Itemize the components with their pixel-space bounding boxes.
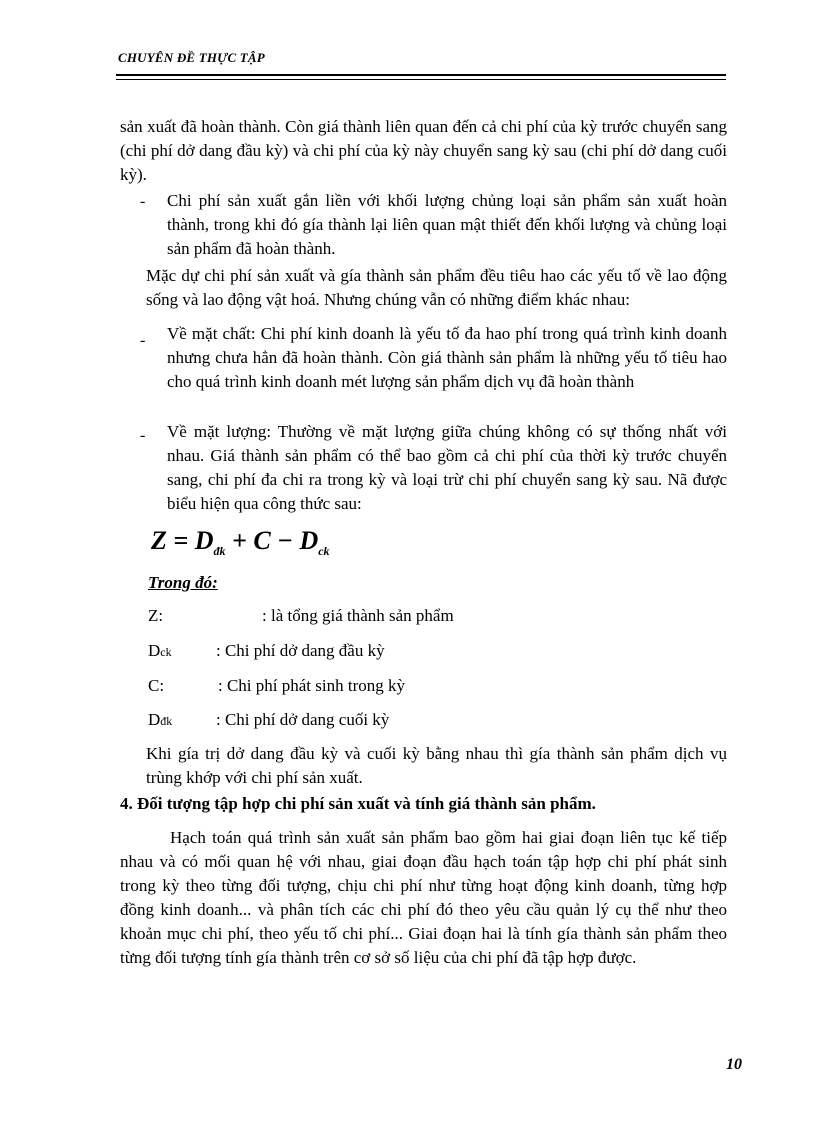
formula-equals: = (166, 526, 195, 555)
bullet-marker: - (140, 427, 146, 444)
header-rule-thin (116, 79, 726, 80)
definition-text: : Chi phí phát sinh trong kỳ (218, 676, 405, 695)
paragraph-equal-values: Khi gía trị dở dang đầu kỳ và cuối kỳ bằng nhau thì gía thành sản phẩm dịch vụ trùng khớp với chi phí sản xuất. (146, 744, 727, 787)
page-header-title: CHUYÊN ĐỀ THỰC TẬP (118, 50, 265, 65)
where-label: Trong đó: (148, 573, 218, 592)
page-number: 10 (726, 1056, 742, 1073)
definition-symbol: Dđk (148, 710, 173, 729)
definition-symbol: Z: (148, 606, 164, 625)
definition-symbol: C: (148, 676, 165, 695)
definition-text: : Chi phí dở dang cuối kỳ (216, 710, 390, 729)
formula-d-opening-sub: đk (213, 544, 226, 558)
formula-minus: − (270, 526, 300, 555)
formula-c: C (253, 526, 271, 555)
formula-plus: + (225, 526, 254, 555)
formula-d-closing: D (299, 526, 319, 555)
bullet-paragraph-quantity: Về mặt lượng: Thường về mặt lượng giữa chúng không có sự thống nhất với nhau. Giá thành sản phẩm có thể bao gồm cả chi phí của thời kỳ trước chuyển sang, chi phí đa chi ra trong kỳ và loại trừ chi phí chuyển sang kỳ sau. Nã được biểu hiện qua công thức sau: (167, 422, 727, 513)
formula-d-closing-sub: ck (318, 544, 330, 558)
bullet-marker: - (140, 193, 146, 210)
section-heading: 4. Đối tượng tập hợp chi phí sản xuất và tính giá thành sản phẩm. (120, 794, 596, 813)
bullet-paragraph-quality: Về mặt chất: Chi phí kinh doanh là yếu tố đa hao phí trong quá trình kinh doanh nhưng chưa hẳn đã hoàn thành. Còn giá thành sản phẩm là những yếu tố tiêu hao cho quá trình kinh doanh mét lượng sản phẩm dịch vụ đã hoàn thành (167, 324, 727, 391)
formula-d-opening: D (194, 526, 214, 555)
definition-text: : là tổng giá thành sản phẩm (262, 606, 454, 625)
cost-formula (151, 526, 330, 559)
definition-symbol: Dck (148, 641, 172, 660)
definition-text: : Chi phí dở dang đầu kỳ (216, 641, 385, 660)
bullet-marker: - (140, 332, 146, 349)
paragraph-differences: Mặc dự chi phí sản xuất và gía thành sản phẩm đều tiêu hao các yếu tố về lao động sống và lao động vật hoá. Nhưng chúng vẫn có những điểm khác nhau: (146, 266, 727, 309)
paragraph-intro: sản xuất đã hoàn thành. Còn giá thành liên quan đến cả chi phí của kỳ trước chuyển sang (chi phí dở dang đầu kỳ) và chi phí của kỳ này chuyển sang kỳ sau (chi phí dở dang cuối kỳ). (120, 117, 727, 184)
formula-z: Z (151, 526, 167, 555)
bullet-paragraph-1: Chi phí sản xuất gắn liền với khối lượng chủng loại sản phẩm sản xuất hoàn thành, trong khi đó gía thành lại liên quan mật thiết đến khối lượng và chủng loại sản phẩm đã hoàn thành. (167, 191, 727, 258)
header-rule-thick (116, 74, 726, 76)
paragraph-accounting-process: Hạch toán quá trình sản xuất sản phẩm bao gồm hai giai đoạn liên tục kế tiếp nhau và có mối quan hệ với nhau, giai đoạn đầu hạch toán tập hợp chi phí phát sinh trong kỳ theo từng đối tượng, chịu chi phí như từng hoạt động kinh doanh, từng hợp đồng kinh doanh... và phân tích các chi phí đó theo yêu cầu quản lý cụ thể như theo khoản mục chi phí, theo yếu tố chi phí... Giai đoạn hai là tính gía thành sản phẩm theo từng đối tượng tính gía thành trên cơ sở số liệu của chi phí đã tập hợp được. (120, 828, 727, 967)
